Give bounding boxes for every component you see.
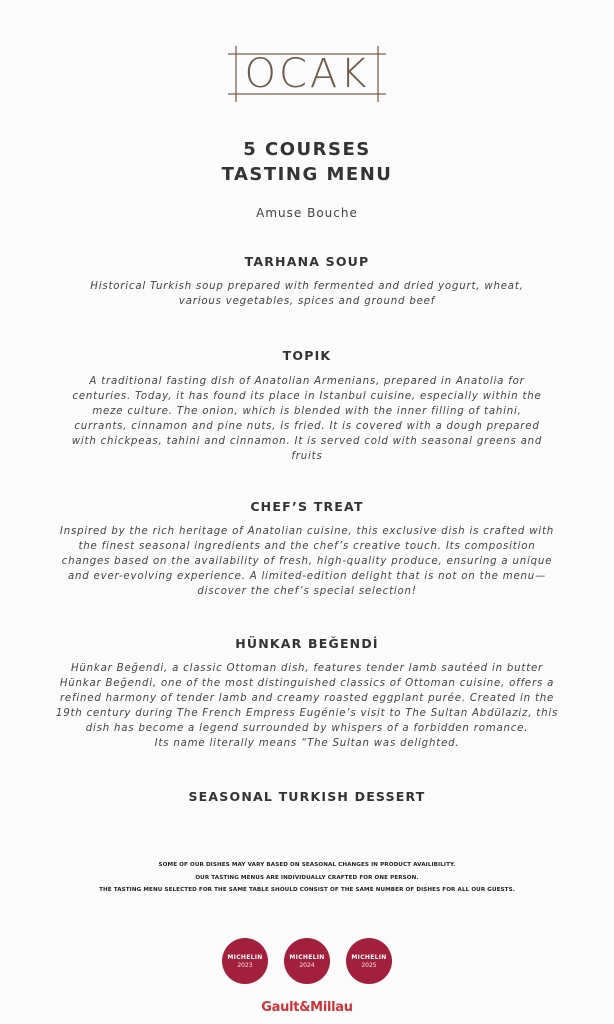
course-desc-line: fruits [291, 451, 323, 462]
michelin-badge-label: MICHELIN [227, 953, 263, 961]
course-desc-line: and ever-evolving experience. A limited-edition delight that is not on the menu— [67, 571, 547, 582]
course-desc-line: Inspired by the rich heritage of Anatolian cuisine, this exclusive dish is crafted with [59, 526, 555, 537]
note-line: OUR TASTING MENUS ARE INDIVIDUALLY CRAFTED FOR ONE PERSON. [195, 874, 419, 881]
michelin-badge-year: 2024 [299, 961, 315, 969]
amuse-bouche: Amuse Bouche [256, 206, 358, 220]
course-desc-line: changes based on the availability of fresh, high-quality produce, ensuring a unique [61, 556, 553, 567]
course-desc-hunkar-begendi [22, 661, 592, 751]
menu-notes [0, 859, 614, 897]
note-line: SOME OF OUR DISHES MAY VARY BASED ON SEASONAL CHANGES IN PRODUCT AVAILIBILITY. [158, 862, 456, 868]
course-desc-line: Historical Turkish soup prepared with fermented and dried yogurt, wheat, [90, 281, 524, 292]
michelin-badge-2023 [222, 938, 268, 984]
course-desc-line: A traditional fasting dish of Anatolian Armenians, prepared in Anatolia for [89, 376, 525, 387]
ocak-logo [228, 46, 386, 102]
course-desc-line: currants, cinnamon and pine nuts, is fried. It is covered with a dough prepared [74, 421, 540, 432]
michelin-badge-year: 2025 [361, 961, 377, 969]
michelin-badge-label: MICHELIN [351, 953, 387, 961]
course-desc-line: dish has become a legend surrounded by whispers of a forbidden romance. [85, 723, 529, 734]
course-desc-line: meze culture. The onion, which is blended with the inner filling of tahini, [92, 406, 522, 417]
michelin-badge-label: MICHELIN [289, 953, 325, 961]
course-desc-line: Hünkar Beğendi, a classic Ottoman dish, features tender lamb sautéed in butter [70, 663, 544, 674]
gault-millau-logo: Gault&Millau [261, 1000, 353, 1015]
course-desc-chefs-treat [22, 524, 592, 599]
michelin-badge-2024 [284, 938, 330, 984]
course-desc-line: Its name literally means “The Sultan was delighted. [154, 738, 460, 749]
course-title-chefs-treat: CHEF’S TREAT [250, 499, 364, 514]
course-desc-line: discover the chef’s special selection! [197, 586, 417, 597]
course-title-dessert: SEASONAL TURKISH DESSERT [188, 789, 426, 804]
course-desc-line: with chickpeas, tahini and cinnamon. It is served cold with seasonal greens and [71, 436, 543, 447]
michelin-badge-year: 2023 [237, 961, 253, 969]
menu-title-tasting: TASTING MENU [221, 164, 393, 185]
course-desc-line: various vegetables, spices and ground beef [178, 296, 436, 307]
course-desc-line: 19th century during The French Empress Eugénie’s visit to The Sultan Abdülaziz, this [55, 708, 559, 719]
note-line: THE TASTING MENU SELECTED FOR THE SAME TABLE SHOULD CONSIST OF THE SAME NUMBER OF DISHES FOR ALL OUR GUESTS. [99, 887, 515, 893]
course-desc-line: Hünkar Beğendi, one of the most distinguished classics of Ottoman cuisine, offers a [59, 678, 555, 689]
course-title-topik: TOPIK [282, 348, 332, 363]
course-title-tarhana: TARHANA SOUP [244, 254, 370, 269]
course-desc-tarhana [40, 279, 574, 309]
logo-text: OCAK [244, 51, 370, 97]
course-desc-line: refined harmony of tender lamb and creamy roasted eggplant purée. Created in the [59, 693, 555, 704]
course-desc-line: centuries. Today, it has found its place in Istanbul cuisine, especially within the [72, 391, 542, 402]
menu-title-courses: 5 COURSES [243, 139, 371, 160]
course-desc-line: the finest seasonal ingredients and the chef’s creative touch. Its composition [78, 541, 536, 552]
michelin-badge-2025 [346, 938, 392, 984]
course-desc-topik [40, 374, 574, 464]
course-title-hunkar-begendi: HÜNKAR BEĞENDİ [235, 636, 379, 651]
